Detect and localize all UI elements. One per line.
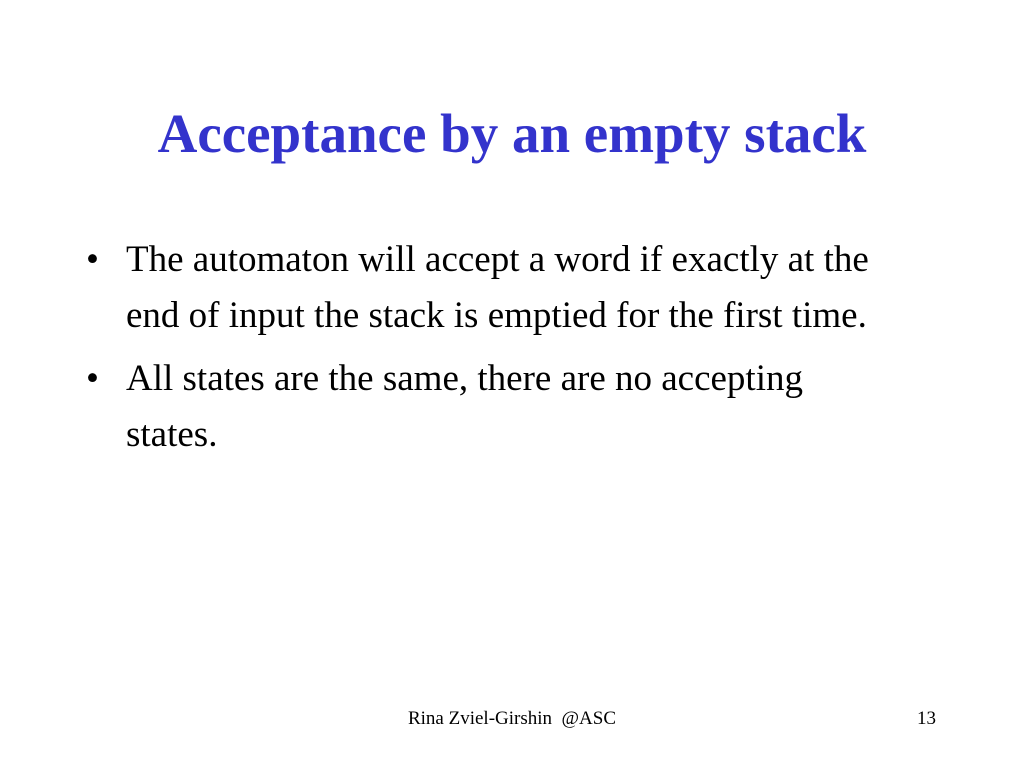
- bullet-item: [86, 351, 886, 463]
- bullet-marker: •: [86, 239, 99, 280]
- bullet-marker: •: [86, 358, 99, 399]
- footer-author: Rina Zviel-Girshin @ASC: [407, 708, 617, 729]
- slide-title: Acceptance by an empty stack: [157, 103, 867, 164]
- bullet-list: [86, 232, 886, 470]
- bullet-text: All states are the same, there are no accepting states.: [126, 358, 803, 455]
- page-number: 13: [917, 708, 936, 729]
- bullet-item: [86, 232, 886, 344]
- bullet-text: The automaton will accept a word if exactly at the end of input the stack is emptied for the first time.: [126, 239, 869, 336]
